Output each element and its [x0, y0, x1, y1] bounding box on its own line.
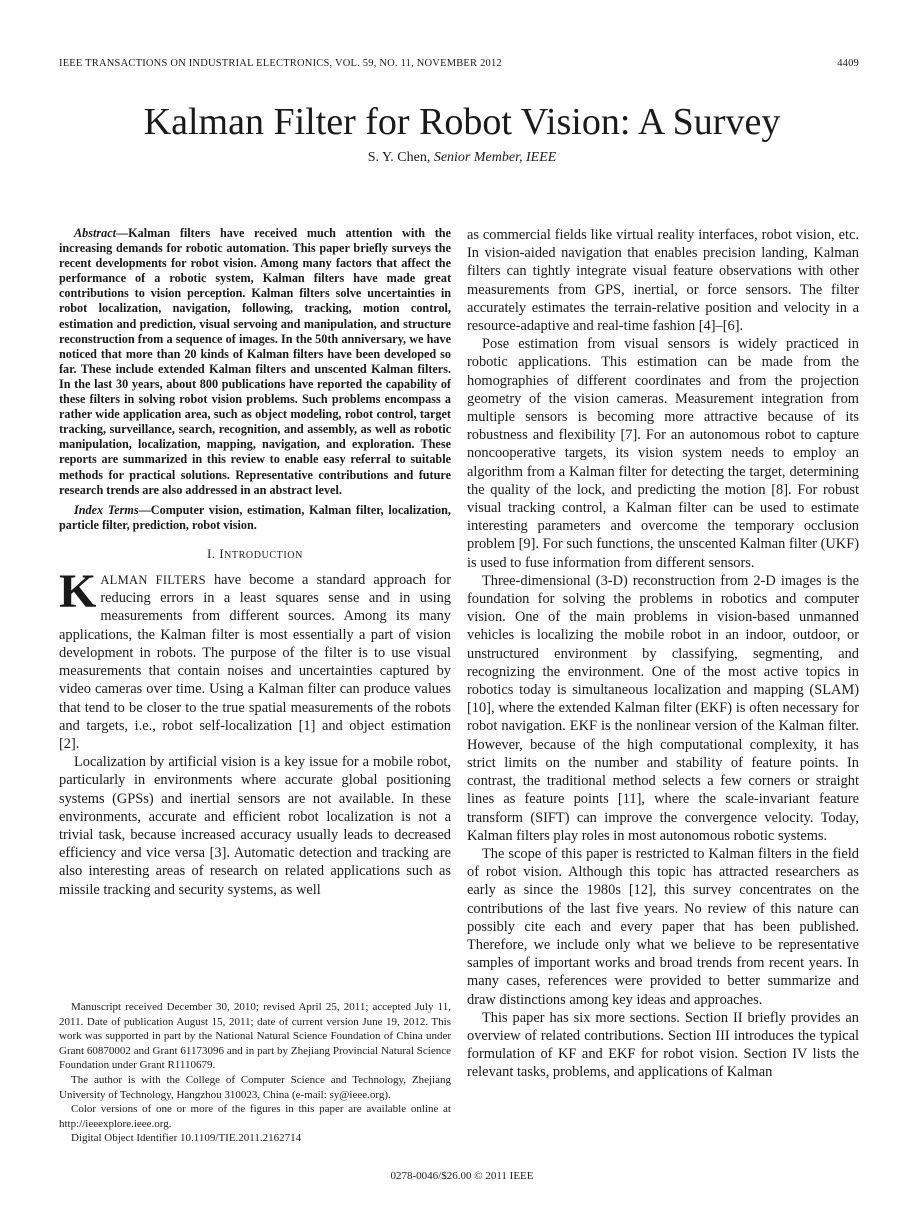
author-name: S. Y. Chen,: [367, 150, 431, 165]
index-terms-label: Index Terms: [74, 502, 139, 517]
footnote-color: Color versions of one or more of the figures in this paper are available online at http://ieeexplore.ieee.org.: [59, 1103, 451, 1130]
author-line: [0, 150, 924, 166]
intro-paragraph-2: Localization by artificial vision is a key issue for a mobile robot, particularly in environments where accurate global positioning systems (GPSs) and inertial sensors are not available. In these environments, accurate and efficient robot localization is not a trivial task, because increased accuracy usually leads to decreased efficiency and vice versa [3]. Automatic detection and tracking are also interesting areas of research on related applications such as missile tracking and security systems, as well: [59, 754, 451, 898]
index-terms-text: —Computer vision, estimation, Kalman filter, localization, particle filter, prediction, robot vision.: [59, 502, 451, 532]
intro-paragraph-1: [59, 565, 451, 753]
section-title-rest: NTRODUCTION: [224, 549, 303, 561]
right-column: [467, 226, 859, 1082]
running-head: [59, 58, 859, 69]
section-heading-introduction: [59, 545, 451, 565]
paper-title: Kalman Filter for Robot Vision: A Survey: [143, 101, 781, 143]
abstract-text: —Kalman filters have received much attention with the increasing demands for robotic automation. This paper briefly surveys the recent developments for robot vision. Among many factors that affect the performance of a robotic system, Kalman filters have made great contributions to vision perception. Kalman filters solve uncertainties in robot localization, navigation, following, tracking, motion control, estimation and prediction, visual servoing and manipulation, and structure reconstruction from a sequence of images. In the 50th anniversary, we have noticed that more than 20 kinds of Kalman filters have been developed so far. These include extended Kalman filters and unscented Kalman filters. In the last 30 years, about 800 publications have reported the capability of these filters in solving robot vision problems. Such problems encompass a rather wide application area, such as object modeling, robot control, target tracking, surveillance, search, recognition, and assembly, as well as robotic manipulation, localization, mapping, navigation, and exploration. These reports are summarized in this review to enable easy referral to suitable methods for practical solutions. Representative contributions and future research trends are also addressed in an abstract level.: [59, 226, 451, 497]
author-grade: Senior Member, IEEE: [433, 150, 557, 165]
abstract: [59, 226, 451, 498]
footnotes: [59, 1000, 451, 1146]
footnote-doi: Digital Object Identifier 10.1109/TIE.2011.2162714: [71, 1132, 302, 1145]
journal-name: IEEE TRANSACTIONS ON INDUSTRIAL ELECTRONICS, VOL. 59, NO. 11, NOVEMBER 2012: [59, 58, 502, 69]
right-paragraph-1: as commercial fields like virtual reality interfaces, robot vision, etc. In vision-aided navigation that enables precision landing, Kalman filters can tightly integrate visual feature observations with other measurements from GPS, inertial, or force sensors. The filter accurately estimates the terrain-relative position and velocity in a resource-adaptive and real-time fashion [4]–[6].: [467, 227, 859, 335]
section-initial: I: [219, 546, 225, 561]
page-number: 4409: [837, 58, 859, 69]
section-number: I.: [207, 546, 216, 561]
lead-caps: ALMAN FILTERS: [100, 573, 206, 588]
footnote-affiliation: The author is with the College of Computer Science and Technology, Zhejiang University of Technology, Hangzhou 310023, China (e-mail: sy@ieee.org).: [59, 1073, 451, 1101]
footnote-manuscript: Manuscript received December 30, 2010; revised April 25, 2011; accepted July 11, 2011. Date of publication August 15, 2011; date of current version June 19, 2012. This work was supported in part by the National Natural Science Foundation of China under Grant 60870002 and Grant 61173096 and in part by Zhejiang Provincial Natural Science Foundation under Grant R1110679.: [59, 1001, 451, 1072]
right-paragraph-4: The scope of this paper is restricted to Kalman filters in the field of robot vision. Although this topic has attracted researchers as early as since the 1980s [12], this survey concentrates on the contributions of the last five years. No review of this nature can possibly cite each and every paper that has been published. Therefore, we include only what we believe to be representative samples of important works and broad trends from recent years. In many cases, references were provided to better summarize and draw distinctions among key ideas and approaches.: [467, 845, 859, 1008]
right-paragraph-5: This paper has six more sections. Section II briefly provides an overview of related contributions. Section III introduces the typical formulation of KF and EKF for robot vision. Section IV lists the relevant tasks, problems, and applications of Kalman: [467, 1009, 859, 1081]
right-paragraph-2: Pose estimation from visual sensors is widely practiced in robotic applications. This estimation can be made from the homographies of different coordinates and from the projection geometry of the vision cameras. Measurement integration from multiple sensors is becoming more attractive because of its robustness and flexibility [7]. For an autonomous robot to capture noncooperative targets, its vision system needs to employ an algorithm from a Kalman filter for detecting the target, determining the quality of the lock, and predicting the motion [8]. For robust visual tracking control, a Kalman filter can be used to estimate interesting parameters and overcome the temporary occlusion problem [9]. For such functions, the unscented Kalman filter (UKF) is used to fuse information from different sensors.: [467, 336, 859, 571]
abstract-label: Abstract: [74, 226, 116, 240]
left-column: [59, 226, 451, 899]
intro-p1-text: have become a standard approach for reducing errors in a least squares sense and in using measurements from different sources. Among its many applications, the Kalman filter is most essentially a part of vision development in robots. The purpose of the filter is to use visual measurements that contain noises and uncertainties captured by video cameras over time. Using a Kalman filter can produce values that tend to be closer to the true spatial measurements of the robots and targets, i.e., robot self-localization [1] and object estimation [2].: [59, 572, 451, 752]
drop-cap: K: [59, 565, 97, 619]
copyright-footer: 0278-0046/$26.00 © 2011 IEEE: [390, 1170, 534, 1182]
right-paragraph-3: Three-dimensional (3-D) reconstruction from 2-D images is the foundation for solving the problems in robotics and computer vision. One of the main problems in vision-based unmanned vehicles is localizing the mobile robot in an indoor, outdoor, or unstructured environment by classifying, segmenting, and recognizing the environment. One of the most active topics in robotics today is simultaneous localization and mapping (SLAM) [10], where the extended Kalman filter (EKF) is often necessary for robot navigation. EKF is the nonlinear version of the Kalman filter. However, because of the high computational complexity, it has strict limits on the number and stability of feature points. In contrast, the traditional method selects a few corners or straight lines as feature points [11], where the scale-invariant feature transform (SIFT) can improve the convergence velocity. Today, Kalman filters play roles in most autonomous robotic systems.: [467, 572, 859, 844]
index-terms: [59, 503, 451, 533]
